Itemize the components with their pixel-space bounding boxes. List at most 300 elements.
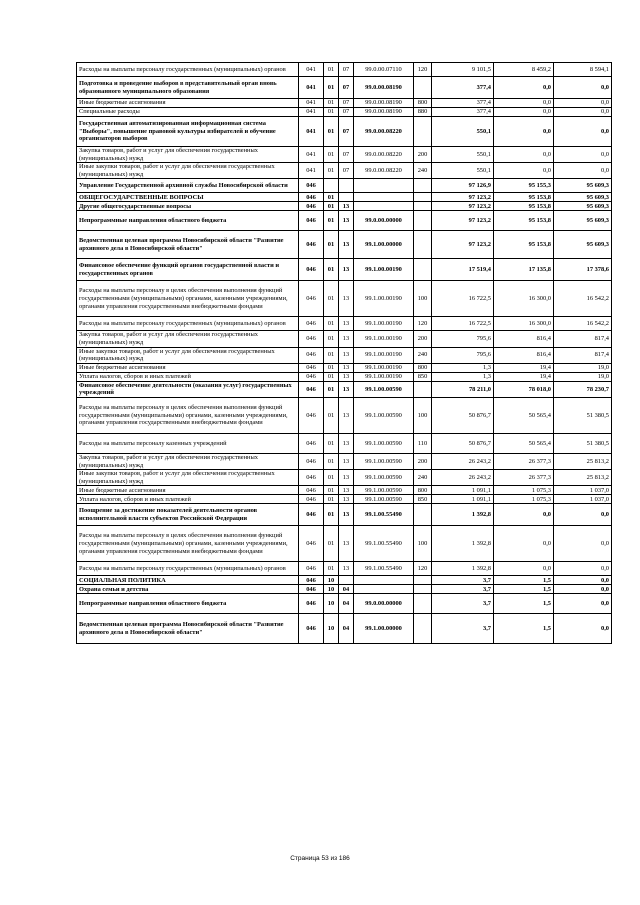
pr-code xyxy=(339,179,354,193)
value-2: 95 153,8 xyxy=(494,211,554,231)
row-name: Ведомственная целевая программа Новосибирской области "Развитие архивного дела в Новосибирской области" xyxy=(77,231,299,259)
ved-code: 041 xyxy=(299,63,324,77)
rz-code: 01 xyxy=(324,193,339,202)
row-name: Уплата налогов, сборов и иных платежей xyxy=(77,372,299,381)
rz-code: 01 xyxy=(324,331,339,347)
value-3: 16 542,2 xyxy=(554,281,612,317)
vr-code: 100 xyxy=(414,526,432,562)
row-name: Управление Государственной архивной службы Новосибирской области xyxy=(77,179,299,193)
csr-code: 99.0.00.00000 xyxy=(354,211,414,231)
vr-code xyxy=(414,614,432,644)
csr-code: 99.1.00.00590 xyxy=(354,397,414,433)
value-2: 95 153,8 xyxy=(494,231,554,259)
ved-code: 046 xyxy=(299,397,324,433)
value-1: 550,1 xyxy=(432,147,494,163)
vr-code: 100 xyxy=(414,397,432,433)
value-3: 0,0 xyxy=(554,526,612,562)
pr-code: 13 xyxy=(339,317,354,331)
value-2: 26 377,3 xyxy=(494,453,554,469)
csr-code xyxy=(354,202,414,211)
csr-code: 99.1.00.00190 xyxy=(354,317,414,331)
ved-code: 046 xyxy=(299,562,324,576)
csr-code: 99.1.00.00590 xyxy=(354,486,414,495)
csr-code: 99.1.00.00190 xyxy=(354,281,414,317)
value-2: 19,4 xyxy=(494,363,554,372)
pr-code: 07 xyxy=(339,63,354,77)
ved-code: 046 xyxy=(299,331,324,347)
ved-code: 041 xyxy=(299,117,324,147)
pr-code: 13 xyxy=(339,562,354,576)
value-1: 377,4 xyxy=(432,108,494,117)
rz-code: 01 xyxy=(324,281,339,317)
csr-code: 99.1.00.00190 xyxy=(354,372,414,381)
table-row xyxy=(77,381,612,397)
vr-code xyxy=(414,117,432,147)
row-name: Расходы на выплаты персоналу в целях обеспечения выполнения функций государственными (муниципальными) органами, казенными учреждениями, органами управления государственными внебюджетными фондами xyxy=(77,281,299,317)
row-name: Поощрение за достижение показателей деятельности органов исполнительной власти субъектов Российской Федерации xyxy=(77,504,299,526)
value-1: 550,1 xyxy=(432,163,494,179)
value-3: 17 378,6 xyxy=(554,259,612,281)
csr-code xyxy=(354,576,414,585)
vr-code: 240 xyxy=(414,163,432,179)
value-2: 17 135,8 xyxy=(494,259,554,281)
csr-code: 99.0.00.08190 xyxy=(354,108,414,117)
value-3: 95 609,3 xyxy=(554,193,612,202)
ved-code: 046 xyxy=(299,281,324,317)
csr-code: 99.0.00.08190 xyxy=(354,99,414,108)
table-row xyxy=(77,347,612,363)
value-3: 0,0 xyxy=(554,594,612,614)
ved-code: 046 xyxy=(299,211,324,231)
vr-code: 800 xyxy=(414,99,432,108)
csr-code: 99.0.00.08220 xyxy=(354,147,414,163)
row-name: Непрограммные направления областного бюджета xyxy=(77,594,299,614)
table-row xyxy=(77,331,612,347)
rz-code: 01 xyxy=(324,117,339,147)
value-3: 8 594,1 xyxy=(554,63,612,77)
value-2: 95 153,8 xyxy=(494,202,554,211)
csr-code: 99.0.00.08190 xyxy=(354,77,414,99)
value-1: 97 123,2 xyxy=(432,211,494,231)
csr-code xyxy=(354,585,414,594)
rz-code: 10 xyxy=(324,585,339,594)
vr-code: 120 xyxy=(414,562,432,576)
ved-code: 046 xyxy=(299,363,324,372)
rz-code: 01 xyxy=(324,202,339,211)
ved-code: 046 xyxy=(299,259,324,281)
value-1: 1,3 xyxy=(432,363,494,372)
table-row xyxy=(77,433,612,453)
vr-code: 880 xyxy=(414,108,432,117)
csr-code: 99.1.00.00590 xyxy=(354,495,414,504)
row-name: Расходы на выплаты персоналу государственных (муниципальных) органов xyxy=(77,317,299,331)
value-3: 25 813,2 xyxy=(554,470,612,486)
csr-code: 99.1.00.00190 xyxy=(354,259,414,281)
ved-code: 046 xyxy=(299,317,324,331)
value-1: 795,6 xyxy=(432,347,494,363)
rz-code: 10 xyxy=(324,576,339,585)
table-row xyxy=(77,363,612,372)
row-name: Другие общегосударственные вопросы xyxy=(77,202,299,211)
row-name: Уплата налогов, сборов и иных платежей xyxy=(77,495,299,504)
value-3: 0,0 xyxy=(554,163,612,179)
rz-code: 01 xyxy=(324,317,339,331)
rz-code: 01 xyxy=(324,163,339,179)
value-1: 16 722,5 xyxy=(432,317,494,331)
vr-code: 800 xyxy=(414,363,432,372)
value-1: 1 091,1 xyxy=(432,495,494,504)
vr-code: 120 xyxy=(414,317,432,331)
page-footer: Страница 53 из 186 xyxy=(290,855,350,862)
value-2: 0,0 xyxy=(494,163,554,179)
ved-code: 046 xyxy=(299,202,324,211)
csr-code: 99.1.00.00190 xyxy=(354,347,414,363)
vr-code: 110 xyxy=(414,433,432,453)
rz-code: 01 xyxy=(324,381,339,397)
vr-code: 200 xyxy=(414,331,432,347)
rz-code: 01 xyxy=(324,147,339,163)
csr-code xyxy=(354,179,414,193)
rz-code: 01 xyxy=(324,259,339,281)
csr-code: 99.1.00.00590 xyxy=(354,470,414,486)
vr-code: 240 xyxy=(414,347,432,363)
value-2: 1 075,3 xyxy=(494,486,554,495)
ved-code: 041 xyxy=(299,108,324,117)
rz-code: 01 xyxy=(324,63,339,77)
ved-code: 046 xyxy=(299,193,324,202)
ved-code: 046 xyxy=(299,470,324,486)
value-2: 95 153,8 xyxy=(494,193,554,202)
rz-code: 01 xyxy=(324,397,339,433)
value-2: 16 300,0 xyxy=(494,281,554,317)
value-1: 97 123,2 xyxy=(432,231,494,259)
pr-code: 07 xyxy=(339,108,354,117)
table-row xyxy=(77,397,612,433)
value-2: 1,5 xyxy=(494,614,554,644)
value-2: 19,4 xyxy=(494,372,554,381)
value-1: 17 519,4 xyxy=(432,259,494,281)
value-1: 16 722,5 xyxy=(432,281,494,317)
value-3: 0,0 xyxy=(554,147,612,163)
ved-code: 046 xyxy=(299,614,324,644)
pr-code: 13 xyxy=(339,231,354,259)
row-name: Иные бюджетные ассигнования xyxy=(77,486,299,495)
row-name: Ведомственная целевая программа Новосибирской области "Развитие архивного дела в Новосибирской области" xyxy=(77,614,299,644)
value-3: 95 609,3 xyxy=(554,231,612,259)
value-2: 1,5 xyxy=(494,585,554,594)
ved-code: 041 xyxy=(299,77,324,99)
table-row xyxy=(77,470,612,486)
pr-code: 13 xyxy=(339,433,354,453)
value-3: 95 609,3 xyxy=(554,179,612,193)
rz-code: 01 xyxy=(324,453,339,469)
value-2: 1,5 xyxy=(494,576,554,585)
ved-code: 046 xyxy=(299,495,324,504)
table-row xyxy=(77,117,612,147)
vr-code xyxy=(414,179,432,193)
table-row xyxy=(77,594,612,614)
value-1: 3,7 xyxy=(432,576,494,585)
rz-code: 10 xyxy=(324,594,339,614)
table-row xyxy=(77,202,612,211)
csr-code: 99.1.00.00000 xyxy=(354,614,414,644)
table-row xyxy=(77,281,612,317)
row-name: Иные бюджетные ассигнования xyxy=(77,99,299,108)
value-1: 377,4 xyxy=(432,99,494,108)
row-name: Закупка товаров, работ и услуг для обеспечения государственных (муниципальных) нужд xyxy=(77,453,299,469)
vr-code: 850 xyxy=(414,495,432,504)
value-3: 78 230,7 xyxy=(554,381,612,397)
row-name: Расходы на выплаты персоналу государственных (муниципальных) органов xyxy=(77,63,299,77)
pr-code: 04 xyxy=(339,594,354,614)
row-name: Государственная автоматизированная информационная система "Выборы", повышение правовой культуры избирателей и обучение организаторов выборов xyxy=(77,117,299,147)
table-row xyxy=(77,453,612,469)
value-1: 9 101,5 xyxy=(432,63,494,77)
value-2: 816,4 xyxy=(494,331,554,347)
value-1: 377,4 xyxy=(432,77,494,99)
vr-code xyxy=(414,594,432,614)
row-name: Расходы на выплаты персоналу в целях обеспечения выполнения функций государственными (муниципальными) органами, казенными учреждениями, органами управления государственными внебюджетными фондами xyxy=(77,397,299,433)
pr-code: 04 xyxy=(339,585,354,594)
pr-code: 13 xyxy=(339,495,354,504)
value-1: 97 123,2 xyxy=(432,202,494,211)
value-3: 1 037,0 xyxy=(554,495,612,504)
ved-code: 046 xyxy=(299,585,324,594)
rz-code: 01 xyxy=(324,433,339,453)
pr-code: 13 xyxy=(339,504,354,526)
vr-code: 100 xyxy=(414,281,432,317)
value-2: 50 565,4 xyxy=(494,397,554,433)
value-1: 3,7 xyxy=(432,614,494,644)
csr-code: 99.1.00.00190 xyxy=(354,363,414,372)
value-1: 50 876,7 xyxy=(432,397,494,433)
value-3: 817,4 xyxy=(554,347,612,363)
table-row xyxy=(77,99,612,108)
row-name: Закупка товаров, работ и услуг для обеспечения государственных (муниципальных) нужд xyxy=(77,147,299,163)
pr-code: 13 xyxy=(339,281,354,317)
table-row xyxy=(77,585,612,594)
value-3: 0,0 xyxy=(554,77,612,99)
row-name: Расходы на выплаты персоналу казенных учреждений xyxy=(77,433,299,453)
pr-code: 13 xyxy=(339,211,354,231)
ved-code: 041 xyxy=(299,147,324,163)
value-1: 3,7 xyxy=(432,594,494,614)
csr-code: 99.1.00.00190 xyxy=(354,331,414,347)
csr-code: 99.1.00.55490 xyxy=(354,504,414,526)
ved-code: 046 xyxy=(299,179,324,193)
table-row xyxy=(77,372,612,381)
row-name: Специальные расходы xyxy=(77,108,299,117)
value-2: 8 459,2 xyxy=(494,63,554,77)
pr-code: 13 xyxy=(339,259,354,281)
value-2: 816,4 xyxy=(494,347,554,363)
rz-code xyxy=(324,179,339,193)
vr-code xyxy=(414,193,432,202)
csr-code: 99.1.00.00590 xyxy=(354,381,414,397)
csr-code: 99.1.00.00590 xyxy=(354,433,414,453)
ved-code: 046 xyxy=(299,381,324,397)
value-3: 1 037,0 xyxy=(554,486,612,495)
value-1: 26 243,2 xyxy=(432,470,494,486)
table-row xyxy=(77,231,612,259)
value-2: 26 377,3 xyxy=(494,470,554,486)
pr-code: 13 xyxy=(339,347,354,363)
value-3: 0,0 xyxy=(554,117,612,147)
table-row xyxy=(77,317,612,331)
vr-code xyxy=(414,211,432,231)
row-name: Иные закупки товаров, работ и услуг для обеспечения государственных (муниципальных) нужд xyxy=(77,470,299,486)
ved-code: 046 xyxy=(299,526,324,562)
vr-code xyxy=(414,202,432,211)
value-3: 0,0 xyxy=(554,614,612,644)
value-3: 95 609,3 xyxy=(554,211,612,231)
vr-code xyxy=(414,381,432,397)
pr-code: 07 xyxy=(339,147,354,163)
ved-code: 046 xyxy=(299,576,324,585)
rz-code: 01 xyxy=(324,347,339,363)
rz-code: 01 xyxy=(324,486,339,495)
value-2: 0,0 xyxy=(494,77,554,99)
csr-code: 99.0.00.08220 xyxy=(354,117,414,147)
ved-code: 046 xyxy=(299,372,324,381)
pr-code xyxy=(339,193,354,202)
table-row xyxy=(77,526,612,562)
row-name: ОБЩЕГОСУДАРСТВЕННЫЕ ВОПРОСЫ xyxy=(77,193,299,202)
value-2: 50 565,4 xyxy=(494,433,554,453)
value-1: 795,6 xyxy=(432,331,494,347)
value-1: 1 091,1 xyxy=(432,486,494,495)
row-name: Иные закупки товаров, работ и услуг для обеспечения государственных (муниципальных) нужд xyxy=(77,163,299,179)
pr-code: 07 xyxy=(339,77,354,99)
row-name: Подготовка и проведение выборов в представительный орган вновь образованного муниципального образования xyxy=(77,77,299,99)
ved-code: 046 xyxy=(299,453,324,469)
value-1: 26 243,2 xyxy=(432,453,494,469)
value-3: 0,0 xyxy=(554,108,612,117)
value-3: 16 542,2 xyxy=(554,317,612,331)
value-2: 1,5 xyxy=(494,594,554,614)
value-3: 51 380,5 xyxy=(554,397,612,433)
ved-code: 046 xyxy=(299,347,324,363)
pr-code: 07 xyxy=(339,117,354,147)
row-name: Иные бюджетные ассигнования xyxy=(77,363,299,372)
row-name: СОЦИАЛЬНАЯ ПОЛИТИКА xyxy=(77,576,299,585)
pr-code: 13 xyxy=(339,397,354,433)
ved-code: 041 xyxy=(299,99,324,108)
pr-code xyxy=(339,576,354,585)
pr-code: 13 xyxy=(339,202,354,211)
table-row xyxy=(77,211,612,231)
vr-code xyxy=(414,585,432,594)
rz-code: 01 xyxy=(324,108,339,117)
value-2: 0,0 xyxy=(494,147,554,163)
rz-code: 01 xyxy=(324,526,339,562)
value-3: 19,0 xyxy=(554,363,612,372)
value-2: 95 155,3 xyxy=(494,179,554,193)
value-1: 3,7 xyxy=(432,585,494,594)
ved-code: 046 xyxy=(299,231,324,259)
row-name: Иные закупки товаров, работ и услуг для обеспечения государственных (муниципальных) нужд xyxy=(77,347,299,363)
table-row xyxy=(77,576,612,585)
table-row xyxy=(77,77,612,99)
row-name: Расходы на выплаты персоналу государственных (муниципальных) органов xyxy=(77,562,299,576)
value-3: 0,0 xyxy=(554,99,612,108)
csr-code xyxy=(354,193,414,202)
table-row xyxy=(77,163,612,179)
ved-code: 041 xyxy=(299,163,324,179)
rz-code: 01 xyxy=(324,562,339,576)
pr-code: 13 xyxy=(339,363,354,372)
csr-code: 99.0.00.08220 xyxy=(354,163,414,179)
pr-code: 13 xyxy=(339,526,354,562)
value-3: 0,0 xyxy=(554,504,612,526)
value-2: 16 300,0 xyxy=(494,317,554,331)
value-2: 78 018,0 xyxy=(494,381,554,397)
ved-code: 046 xyxy=(299,486,324,495)
value-2: 0,0 xyxy=(494,526,554,562)
value-2: 0,0 xyxy=(494,108,554,117)
rz-code: 01 xyxy=(324,99,339,108)
csr-code: 99.1.00.00590 xyxy=(354,453,414,469)
value-1: 1 392,8 xyxy=(432,504,494,526)
pr-code: 13 xyxy=(339,331,354,347)
pr-code: 07 xyxy=(339,163,354,179)
value-3: 25 813,2 xyxy=(554,453,612,469)
value-2: 1 075,3 xyxy=(494,495,554,504)
value-1: 97 126,9 xyxy=(432,179,494,193)
csr-code: 99.0.00.07110 xyxy=(354,63,414,77)
value-2: 0,0 xyxy=(494,99,554,108)
rz-code: 01 xyxy=(324,470,339,486)
row-name: Закупка товаров, работ и услуг для обеспечения государственных (муниципальных) нужд xyxy=(77,331,299,347)
value-1: 1,3 xyxy=(432,372,494,381)
pr-code: 13 xyxy=(339,381,354,397)
value-3: 95 609,3 xyxy=(554,202,612,211)
value-3: 19,0 xyxy=(554,372,612,381)
table-row xyxy=(77,108,612,117)
value-2: 0,0 xyxy=(494,504,554,526)
pr-code: 13 xyxy=(339,453,354,469)
value-3: 51 380,5 xyxy=(554,433,612,453)
vr-code: 200 xyxy=(414,147,432,163)
row-name: Охрана семьи и детства xyxy=(77,585,299,594)
table-row xyxy=(77,486,612,495)
value-3: 817,4 xyxy=(554,331,612,347)
row-name: Расходы на выплаты персоналу в целях обеспечения выполнения функций государственными (муниципальными) органами, казенными учреждениями, органами управления государственными внебюджетными фондами xyxy=(77,526,299,562)
vr-code: 800 xyxy=(414,486,432,495)
table-row xyxy=(77,193,612,202)
row-name: Финансовое обеспечение функций органов государственной власти и государственных органов xyxy=(77,259,299,281)
table-row xyxy=(77,63,612,77)
value-1: 50 876,7 xyxy=(432,433,494,453)
table-row xyxy=(77,259,612,281)
row-name: Непрограммные направления областного бюджета xyxy=(77,211,299,231)
table-row xyxy=(77,562,612,576)
table-row xyxy=(77,147,612,163)
csr-code: 99.1.00.55490 xyxy=(354,562,414,576)
vr-code xyxy=(414,504,432,526)
value-2: 0,0 xyxy=(494,117,554,147)
rz-code: 01 xyxy=(324,363,339,372)
value-1: 78 211,0 xyxy=(432,381,494,397)
table-row xyxy=(77,179,612,193)
rz-code: 01 xyxy=(324,504,339,526)
table-row xyxy=(77,504,612,526)
ved-code: 046 xyxy=(299,433,324,453)
rz-code: 01 xyxy=(324,77,339,99)
table-row xyxy=(77,495,612,504)
row-name: Финансовое обеспечение деятельности (оказания услуг) государственных учреждений xyxy=(77,381,299,397)
value-3: 0,0 xyxy=(554,585,612,594)
